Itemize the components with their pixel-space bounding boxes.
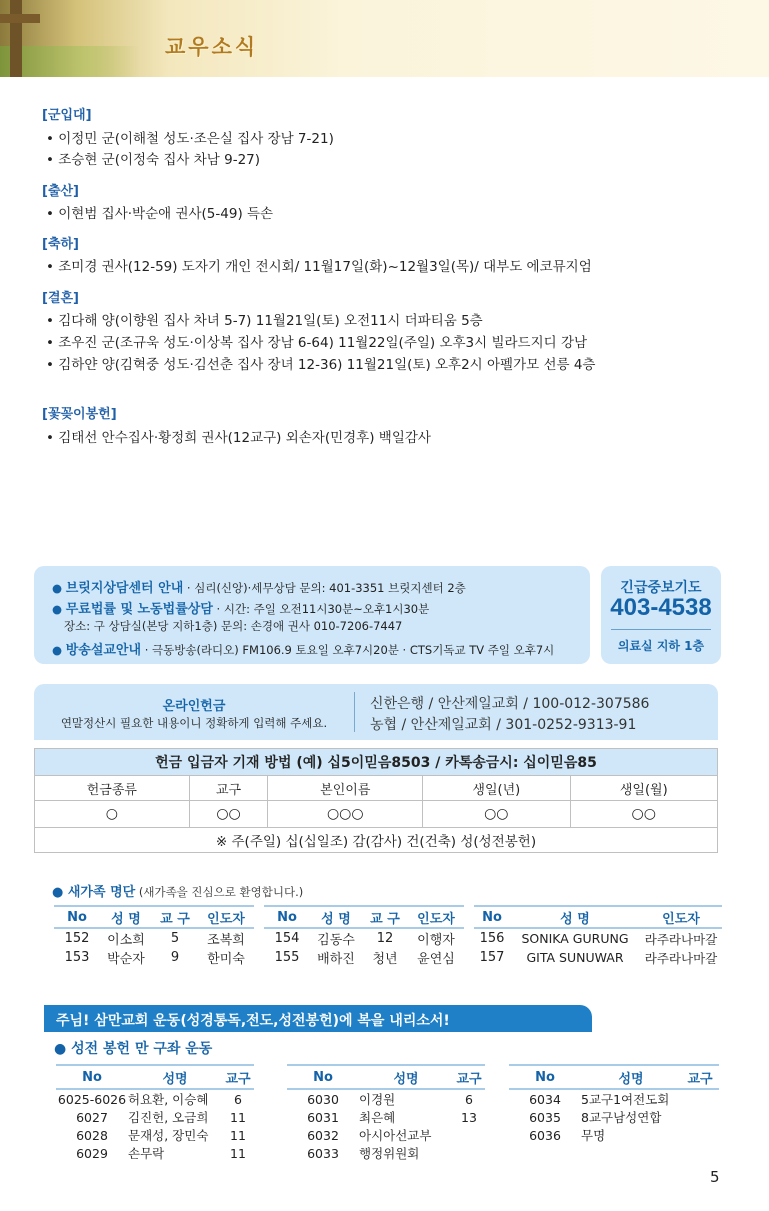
column-header: 인도자 <box>640 906 722 928</box>
table-row: 152 이소희 5 조복희 <box>64 931 245 948</box>
table-row: 6035 8교구남성연합 <box>529 1109 662 1125</box>
offering-table-header: 헌금 입금자 기재 방법 (예) 십5이믿음8503 / 카톡송금시: 십이믿음85 <box>35 749 718 776</box>
column-header: 교 구 <box>362 906 408 928</box>
column-header: 성명 <box>581 1065 681 1089</box>
news-item: • 김하얀 양(김혁중 성도·김선춘 집사 장녀 12-36) 11월21일(토) 오후2시 아펠가모 선릉 4층 <box>46 357 596 373</box>
table-row: 156 SONIKA GURUNG 라주라나마갈 <box>479 931 718 947</box>
table-row: 154 김동수 12 이행자 <box>274 931 455 948</box>
table-row: 157 GITA SUNUWAR 라주라나마갈 <box>479 950 718 966</box>
page-title: 교우소식 <box>165 34 259 59</box>
prayer-location: 의료실 지하 1층 <box>617 639 705 653</box>
column-header: No <box>287 1065 359 1089</box>
column-header: 인도자 <box>408 906 464 928</box>
online-giving-title: 온라인헌금 <box>162 699 226 714</box>
page-number: 5 <box>710 1168 720 1186</box>
table-row: 6030 이경원 6 <box>307 1091 473 1107</box>
table-cell: ○○○ <box>268 801 423 828</box>
table-cell: ○○ <box>423 801 570 828</box>
prayer-number: 403-4538 <box>610 594 712 621</box>
table-row: 155 배하진 청년 윤연심 <box>274 950 455 967</box>
column-header: 헌금종류 <box>35 776 190 801</box>
column-header: No <box>474 906 510 928</box>
column-header: 성명 <box>128 1065 222 1089</box>
section-heading-enlistment: [군입대] <box>42 108 92 123</box>
column-header: 성 명 <box>100 906 152 928</box>
bank-account: 신한은행 / 안산제일교회 / 100-012-307586 <box>370 696 650 712</box>
counsel-info-box <box>34 566 590 664</box>
table-row: 6028 문재성, 장민숙 11 <box>76 1127 246 1143</box>
section-heading-congrats: [축하] <box>42 237 79 252</box>
news-item: • 이정민 군(이해철 성도·조은실 집사 장남 7-21) <box>46 131 334 147</box>
table-row: 6029 손무락 11 <box>76 1145 246 1161</box>
news-item: • 조승현 군(이정숙 집사 차남 9-27) <box>46 152 261 168</box>
donation-heading: ● 성전 봉헌 만 구좌 운동 <box>54 1041 213 1057</box>
new-family-table <box>264 905 464 967</box>
news-item: • 조우진 군(조규욱 성도·이상복 집사 장남 6-64) 11월22일(주일) 오후3시 빌라드지디 강남 <box>46 335 588 351</box>
news-item: • 김태선 안수집사·황정희 권사(12교구) 외손자(민경후) 백일감사 <box>46 430 431 446</box>
counsel-line: ● 방송설교안내 · 극동방송(라디오) FM106.9 토요일 오후7시20분 · CTS기독교 TV 주일 오후7시 <box>52 643 555 658</box>
new-family-table <box>474 905 722 967</box>
donation-table <box>287 1064 485 1162</box>
column-header: 교구 <box>453 1065 485 1089</box>
section-heading-wedding: [결혼] <box>42 291 79 306</box>
table-cell: ○○ <box>570 801 718 828</box>
column-header: 본인이름 <box>268 776 423 801</box>
table-row: 6033 행정위원회 <box>307 1145 420 1161</box>
online-giving-note: 연말정산시 필요한 내용이니 정확하게 입력해 주세요. <box>60 716 328 730</box>
column-header: 성 명 <box>310 906 362 928</box>
column-header: 인도자 <box>198 906 254 928</box>
counsel-line: ● 무료법률 및 노동법률상담 · 시간: 주일 오전11시30분~오후1시30분 <box>52 602 430 617</box>
donation-table <box>509 1064 719 1144</box>
column-header: 교구 <box>681 1065 719 1089</box>
column-header: 교구 <box>222 1065 254 1089</box>
table-row: 6027 김진헌, 오금희 11 <box>76 1109 246 1125</box>
table-row: 6036 무명 <box>529 1127 606 1143</box>
counsel-line: ● 브릿지상담센터 안내 · 심리(신앙)·세무상담 문의: 401-3351 브릿지센터 2층 <box>52 581 466 596</box>
news-item: • 조미경 권사(12-59) 도자기 개인 전시회/ 11월17일(화)~12월3일(목)/ 대부도 에코뮤지엄 <box>46 259 592 275</box>
offering-legend: ※ 주(주일) 십(십일조) 감(감사) 건(건축) 성(성전봉헌) <box>35 828 718 853</box>
table-row: 6025-6026 허요환, 이승혜 6 <box>57 1091 242 1107</box>
table-cell: ○ <box>35 801 190 828</box>
bank-account: 농협 / 안산제일교회 / 301-0252-9313-91 <box>370 717 637 733</box>
column-header: No <box>56 1065 128 1089</box>
cross-bar <box>0 14 40 23</box>
table-row: 6031 최은혜 13 <box>307 1109 477 1125</box>
divider <box>611 629 711 630</box>
column-header: 교 구 <box>152 906 198 928</box>
offering-format-table <box>34 748 718 853</box>
new-family-heading: ● 새가족 명단 (새가족을 진심으로 환영합니다.) <box>52 885 304 900</box>
news-item: • 김다해 양(이향원 집사 차녀 5-7) 11월21일(토) 오전11시 더파티움 5층 <box>46 313 483 329</box>
column-header: No <box>264 906 310 928</box>
counsel-line: 장소: 구 상담실(본당 지하1층) 문의: 손경애 권사 010-7206-7447 <box>64 619 403 633</box>
column-header: No <box>54 906 100 928</box>
prayer-title: 긴급중보기도 <box>620 580 702 596</box>
section-heading-birth: [출산] <box>42 184 79 199</box>
prayer-hotline-box <box>601 566 721 664</box>
column-header: 성명 <box>359 1065 453 1089</box>
news-item: • 이현범 집사·박순애 권사(5-49) 득손 <box>46 206 274 222</box>
cross-icon <box>10 0 22 77</box>
table-cell: ○○ <box>189 801 268 828</box>
online-giving-box <box>34 684 718 740</box>
divider <box>354 692 355 732</box>
column-header: 생일(월) <box>570 776 718 801</box>
blessing-text: 주님! 삼만교회 운동(성경통독,전도,성전봉헌)에 복을 내리소서! <box>56 1013 450 1029</box>
table-row: 153 박순자 9 한미숙 <box>64 950 245 967</box>
column-header: 성 명 <box>510 906 640 928</box>
blessing-banner <box>44 1005 592 1032</box>
column-header: No <box>509 1065 581 1089</box>
section-heading-flowers: [꽃꽂이봉헌] <box>42 407 117 422</box>
column-header: 교구 <box>189 776 268 801</box>
table-row: 6034 5교구1여전도회 <box>529 1091 670 1107</box>
table-row: 6032 아시아선교부 <box>307 1127 432 1143</box>
new-family-table <box>54 905 254 967</box>
column-header: 생일(년) <box>423 776 570 801</box>
donation-table <box>56 1064 254 1162</box>
